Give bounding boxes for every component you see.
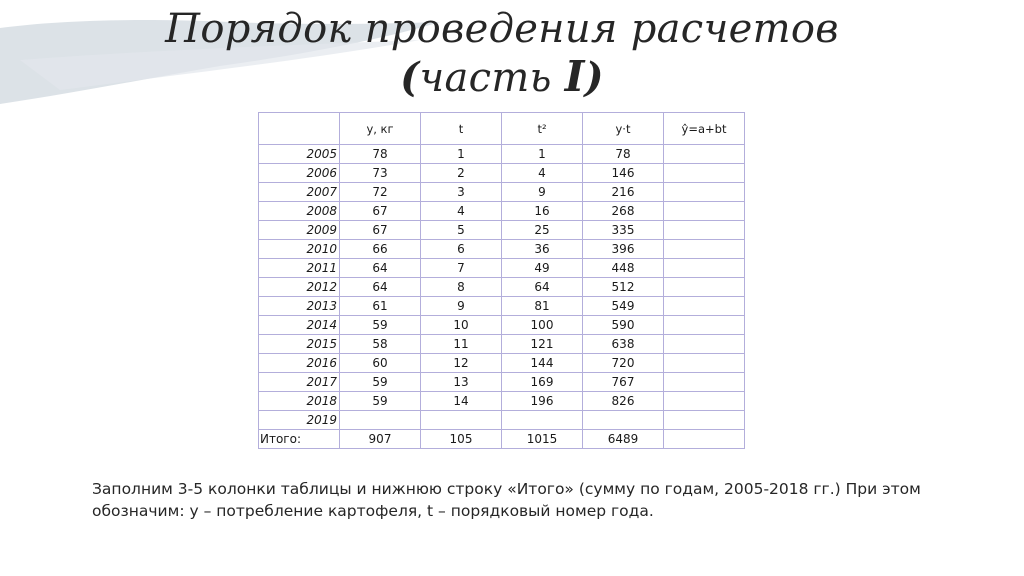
cell-year: 2005	[259, 145, 340, 164]
table-row	[259, 278, 745, 297]
cell-yhat	[664, 278, 745, 297]
cell-y: 59	[340, 392, 421, 411]
cell-year: 2009	[259, 221, 340, 240]
cell-y: 66	[340, 240, 421, 259]
table-row	[259, 164, 745, 183]
cell-t: 4	[421, 202, 502, 221]
cell-yt: 216	[583, 183, 664, 202]
cell-yt: 146	[583, 164, 664, 183]
cell-t2: 49	[502, 259, 583, 278]
cell-y	[340, 411, 421, 430]
cell-yt: 549	[583, 297, 664, 316]
table-row	[259, 354, 745, 373]
cell-t2: 1	[502, 145, 583, 164]
cell-y: 73	[340, 164, 421, 183]
title-paren-close: )	[584, 54, 604, 101]
cell-year: 2013	[259, 297, 340, 316]
cell-y: 61	[340, 297, 421, 316]
cell-year: 2010	[259, 240, 340, 259]
cell-year: 2007	[259, 183, 340, 202]
cell-year: 2006	[259, 164, 340, 183]
title-line-2	[0, 53, 1004, 102]
cell-t: 6	[421, 240, 502, 259]
cell-yhat	[664, 411, 745, 430]
cell-yt: 767	[583, 373, 664, 392]
cell-t: 8	[421, 278, 502, 297]
cell-yhat	[664, 316, 745, 335]
cell-yhat	[664, 164, 745, 183]
title-part: часть	[419, 55, 565, 101]
cell-t2	[502, 411, 583, 430]
cell-t: 3	[421, 183, 502, 202]
cell-y: 78	[340, 145, 421, 164]
cell-yhat	[664, 221, 745, 240]
table-row	[259, 202, 745, 221]
cell-yt: 448	[583, 259, 664, 278]
header-t: t	[421, 113, 502, 145]
cell-t2: 81	[502, 297, 583, 316]
cell-year: 2017	[259, 373, 340, 392]
cell-yhat	[664, 145, 745, 164]
cell-y: 64	[340, 278, 421, 297]
cell-y: 67	[340, 202, 421, 221]
table-row	[259, 411, 745, 430]
cell-year: 2008	[259, 202, 340, 221]
cell-t2: 169	[502, 373, 583, 392]
cell-y: 64	[340, 259, 421, 278]
cell-t2: 36	[502, 240, 583, 259]
cell-year: 2015	[259, 335, 340, 354]
cell-t2: 144	[502, 354, 583, 373]
cell-yt: 720	[583, 354, 664, 373]
calculation-table	[258, 112, 745, 449]
cell-t2: 4	[502, 164, 583, 183]
header-y-times-t: у·t	[583, 113, 664, 145]
header-year	[259, 113, 340, 145]
cell-t: 14	[421, 392, 502, 411]
cell-yhat	[664, 202, 745, 221]
cell-yhat	[664, 335, 745, 354]
cell-yhat	[664, 240, 745, 259]
cell-year: 2016	[259, 354, 340, 373]
cell-yt: 396	[583, 240, 664, 259]
table-row	[259, 221, 745, 240]
cell-y: 72	[340, 183, 421, 202]
cell-yhat	[664, 297, 745, 316]
cell-total-t: 105	[421, 430, 502, 449]
cell-yhat	[664, 354, 745, 373]
cell-t2: 9	[502, 183, 583, 202]
cell-yt: 590	[583, 316, 664, 335]
cell-t: 5	[421, 221, 502, 240]
table-row	[259, 392, 745, 411]
header-t-squared: t²	[502, 113, 583, 145]
cell-t: 9	[421, 297, 502, 316]
title-part-number: I	[564, 52, 585, 101]
cell-yhat	[664, 392, 745, 411]
table-row	[259, 335, 745, 354]
cell-yhat	[664, 259, 745, 278]
cell-yt: 826	[583, 392, 664, 411]
cell-yhat	[664, 183, 745, 202]
cell-yt	[583, 411, 664, 430]
table-row	[259, 373, 745, 392]
title-paren-open: (	[400, 54, 420, 101]
table-row	[259, 316, 745, 335]
cell-t2: 16	[502, 202, 583, 221]
cell-y: 67	[340, 221, 421, 240]
table-row	[259, 183, 745, 202]
header-y: у, кг	[340, 113, 421, 145]
cell-total-t2: 1015	[502, 430, 583, 449]
cell-yhat	[664, 373, 745, 392]
table-total-row	[259, 430, 745, 449]
title-line-1: Порядок проведения расчетов	[165, 6, 839, 52]
cell-y: 58	[340, 335, 421, 354]
slide-title	[0, 6, 1004, 102]
table-row	[259, 259, 745, 278]
cell-t: 12	[421, 354, 502, 373]
cell-year: 2012	[259, 278, 340, 297]
cell-yt: 512	[583, 278, 664, 297]
cell-t2: 196	[502, 392, 583, 411]
cell-year: 2018	[259, 392, 340, 411]
cell-y: 59	[340, 373, 421, 392]
cell-t: 11	[421, 335, 502, 354]
cell-yt: 638	[583, 335, 664, 354]
cell-total-yt: 6489	[583, 430, 664, 449]
cell-t: 13	[421, 373, 502, 392]
cell-t2: 121	[502, 335, 583, 354]
cell-t2: 100	[502, 316, 583, 335]
cell-total-label: Итого:	[259, 430, 340, 449]
cell-t: 1	[421, 145, 502, 164]
table-row	[259, 145, 745, 164]
table-row	[259, 240, 745, 259]
cell-t: 2	[421, 164, 502, 183]
cell-yt: 268	[583, 202, 664, 221]
cell-t: 7	[421, 259, 502, 278]
header-y-hat: ŷ=a+bt	[664, 113, 745, 145]
cell-yt: 335	[583, 221, 664, 240]
cell-y: 60	[340, 354, 421, 373]
cell-t	[421, 411, 502, 430]
cell-year: 2019	[259, 411, 340, 430]
cell-year: 2014	[259, 316, 340, 335]
cell-t: 10	[421, 316, 502, 335]
cell-yt: 78	[583, 145, 664, 164]
table-header-row	[259, 113, 745, 145]
cell-year: 2011	[259, 259, 340, 278]
cell-t2: 64	[502, 278, 583, 297]
cell-t2: 25	[502, 221, 583, 240]
cell-total-y: 907	[340, 430, 421, 449]
explanation-text: Заполним 3-5 колонки таблицы и нижнюю строку «Итого» (сумму по годам, 2005-2018 гг.) При этом обозначим: у – потребление картофеля, t – порядковый номер года.	[92, 480, 921, 520]
cell-total-yhat	[664, 430, 745, 449]
cell-y: 59	[340, 316, 421, 335]
table-row	[259, 297, 745, 316]
